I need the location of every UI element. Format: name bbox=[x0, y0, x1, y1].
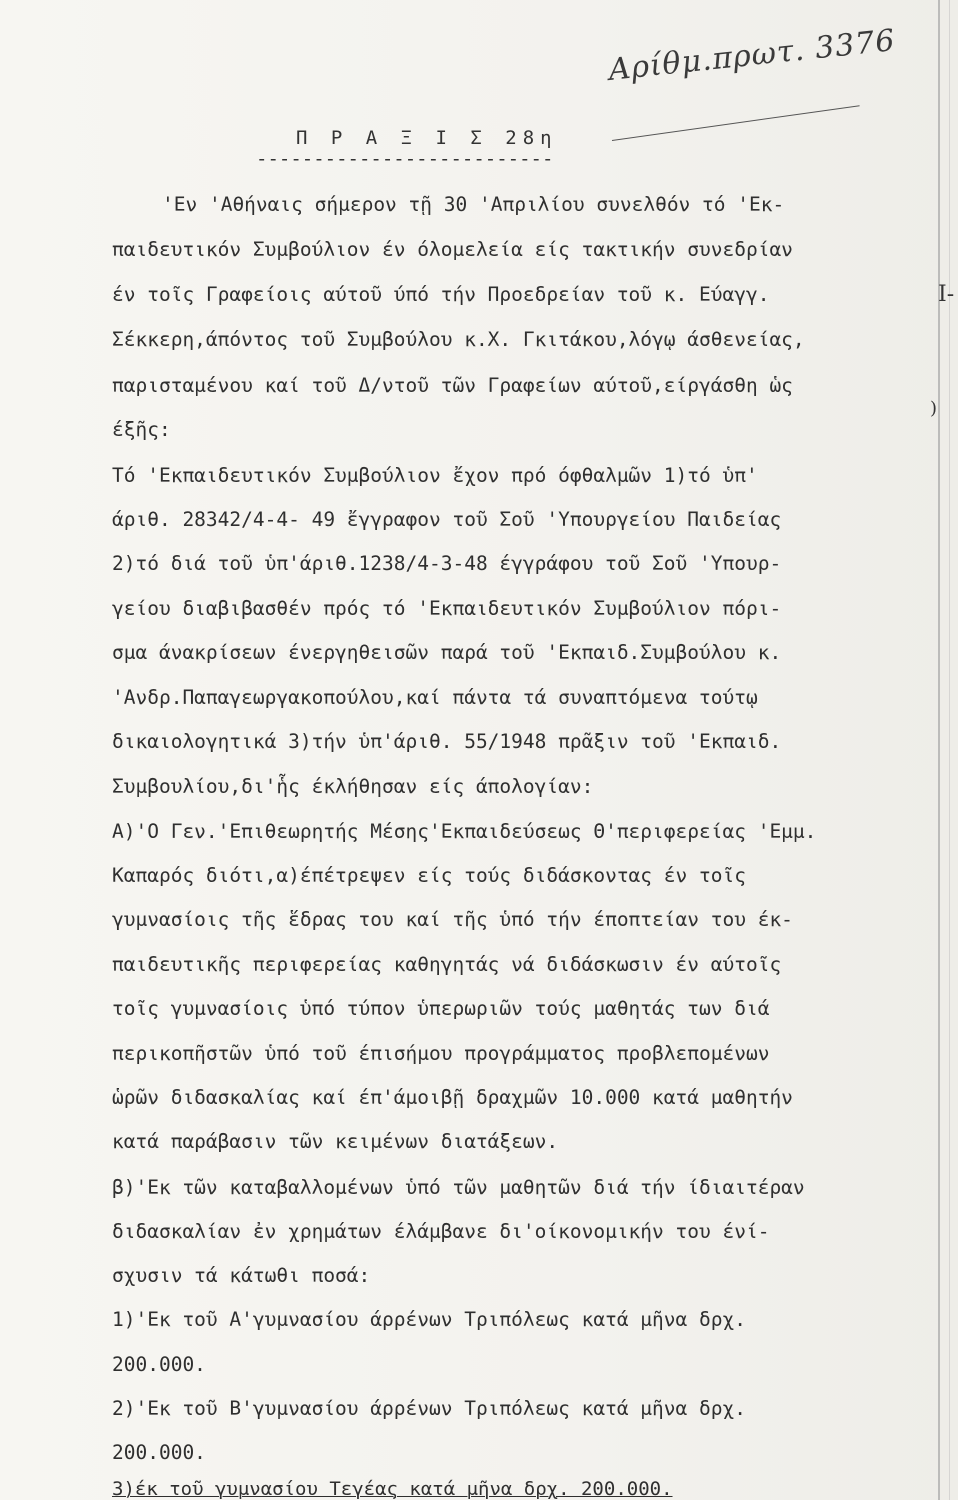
text-line: παρισταμένου καί τοῦ Δ/ντοῦ τῶν Γραφείων αύτοῦ,είργάσθη ὡς bbox=[112, 374, 793, 397]
page-edge-shadow bbox=[938, 0, 940, 1500]
document-title: Π Ρ Α Ξ Ι Σ 28η bbox=[296, 127, 558, 149]
handwritten-underline bbox=[612, 105, 860, 141]
text-line: 'Ανδρ.Παπαγεωργακοπούλου,καί πάντα τά συναπτόμενα τούτῳ bbox=[112, 686, 758, 709]
text-line: β)'Εκ τῶν καταβαλλομένων ὑπό τῶν μαθητῶν διά τήν ίδιαιτέραν bbox=[112, 1176, 805, 1199]
text-line: Τό 'Εκπαιδευτικόν Συμβούλιον ἔχον πρό όφθαλμῶν 1)τό ὑπ' bbox=[112, 464, 758, 487]
text-line: έν τοῖς Γραφείοις αύτοῦ ύπό τήν Προεδρείαν τοῦ κ. Εύαγγ. bbox=[112, 283, 770, 306]
page-edge-line bbox=[949, 0, 950, 1500]
handwritten-reference-note: Αρίθμ.πρωτ. 3376 bbox=[606, 23, 898, 88]
text-line: σμα άνακρίσεων ένεργηθεισῶν παρά τοῦ 'Εκπαιδ.Συμβούλου κ. bbox=[112, 641, 782, 664]
text-line: 2)τό διά τοῦ ὑπ'άριθ.1238/4-3-48 έγγράφου τοῦ Σοῦ 'Υπουρ- bbox=[112, 552, 782, 575]
text-line: 200.000. bbox=[112, 1353, 206, 1376]
text-line: τοῖς γυμνασίοις ὑπό τύπον ὑπερωριῶν τούς μαθητάς των διά bbox=[112, 997, 770, 1020]
text-line: 'Εν 'Αθήναις σήμερον τῇ 30 'Απριλίου συνελθόν τό 'Εκ- bbox=[162, 193, 785, 216]
text-line: περικοπῆστῶν ὑπό τοῦ έπισήμου προγράμματος προβλεπομένων bbox=[112, 1042, 770, 1065]
text-line: γείου διαβιβασθέν πρός τό 'Εκπαιδευτικόν Συμβούλιον πόρι- bbox=[112, 597, 782, 620]
text-line: Καπαρός διότι,α)έπέτρεψεν είς τούς διδάσκοντας έν τοῖς bbox=[112, 864, 746, 887]
text-line: κατά παράβασιν τῶν κειμένων διατάξεων. bbox=[112, 1130, 559, 1153]
text-line: 3)έκ τοῦ γυμνασίου Τεγέας κατά μῆνα δρχ. 200.000. bbox=[112, 1478, 673, 1500]
text-line: έξῆς: bbox=[112, 418, 171, 441]
text-line: γυμνασίοις τῆς ἕδρας του καί τῆς ὑπό τήν έποπτείαν του έκ- bbox=[112, 908, 793, 931]
text-line: 2)'Εκ τοῦ Β'γυμνασίου άρρένων Τριπόλεως κατά μῆνα δρχ. bbox=[112, 1397, 746, 1420]
text-line: Σέκκερη,άπόντος τοῦ Συμβούλου κ.Χ. Γκιτάκου,λόγῳ άσθενείας, bbox=[112, 328, 805, 351]
title-underline: -------------------------- bbox=[256, 148, 554, 170]
margin-mark: Ι- bbox=[938, 282, 955, 307]
text-line: παιδευτικόν Συμβούλιον έν όλομελεία είς τακτικήν συνεδρίαν bbox=[112, 238, 793, 261]
text-line: δικαιολογητικά 3)τήν ὑπ'άριθ. 55/1948 πρᾶξιν τοῦ 'Εκπαιδ. bbox=[112, 730, 782, 753]
text-line: ὡρῶν διδασκαλίας καί έπ'άμοιβῇ δραχμῶν 10.000 κατά μαθητήν bbox=[112, 1086, 793, 1109]
text-line: 1)'Εκ τοῦ Α'γυμνασίου άρρένων Τριπόλεως κατά μῆνα δρχ. bbox=[112, 1308, 746, 1331]
margin-mark: ) bbox=[930, 398, 938, 419]
text-line: άριθ. 28342/4-4- 49 ἔγγραφον τοῦ Σοῦ 'Υπουργείου Παιδείας bbox=[112, 508, 782, 531]
text-line: 200.000. bbox=[112, 1441, 206, 1464]
text-line: διδασκαλίαν ἐν χρημάτων έλάμβανε δι'οίκονομικήν του ένί- bbox=[112, 1220, 770, 1243]
text-line: Συμβουλίου,δι'ἧς έκλήθησαν είς άπολογίαν: bbox=[112, 775, 594, 798]
text-line: Α)'Ο Γεν.'Επιθεωρητής Μέσης'Εκπαιδεύσεως Θ'περιφερείας 'Εμμ. bbox=[112, 820, 817, 843]
text-line: παιδευτικῆς περιφερείας καθηγητάς νά διδάσκωσιν έν αύτοῖς bbox=[112, 953, 782, 976]
text-line: σχυσιν τά κάτωθι ποσά: bbox=[112, 1264, 371, 1287]
